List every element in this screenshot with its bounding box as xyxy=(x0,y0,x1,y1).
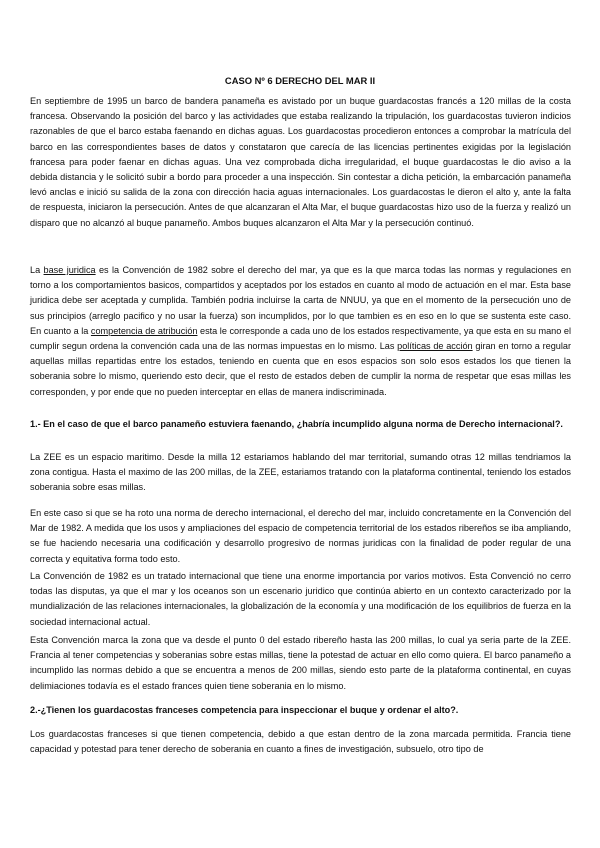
question-2-heading: 2.-¿Tienen los guardacostas franceses competencia para inspeccionar el buque y ordenar el alto?. xyxy=(30,705,459,715)
text-run: giran en torno a regular aquellas millas repartidas entre los estados, teniendo en cuenta que en esos espacios son solo esos estados los que tienen la soberania sobre lo mismo, queriendo esto decir, que el resto de estados deben de cumplir la norma de respetar que esas millas les corresponden, y por ende que no pueden interceptar en ellas de manera indiscriminada. xyxy=(30,341,571,397)
text-run: La xyxy=(30,265,44,275)
answer-paragraph-zee: La ZEE es un espacio maritimo. Desde la milla 12 estariamos hablando del mar territorial, sumando otras 12 millas tendriamos la zona contigua. Hasta el maximo de las 200 millas, de la ZEE, estariamos tratando con la plataforma continental, teniendo los estados soberania sobre esas millas. xyxy=(30,452,571,493)
text-run: esta le corresponde a cada uno de los estados respectivamente, ya que esta en su mano el cumplir segun ordena la convención cada una de las normas impuestas en lo mismo. Las xyxy=(30,325,571,352)
case-statement-paragraph: En septiembre de 1995 un barco de bandera panameña es avistado por un buque guardacostas francés a 120 millas de la costa francesa. Observando la posición del barco y las actividades que estaba realizando la tripulación, los guardacostas tuvieron indicios razonables de que el barco estaba faenando en dichas aguas. Los guardacostas procedieron entonces a comprobar la matrícula del barco en las correspondientes bases de datos y constataron que carecía de las licencias pertinentes exigidas por la legislación francesa para poder faenar en dichas aguas. Una vez comprobada dicha irregularidad, el buque guardacostas le dio aviso a la debida distancia y le solicitó subir a bordo para proceder a una inspección. Sin contestar a dicha petición, la embarcación panameña levó anclas e inició su salida de la zona con dirección hacia aguas internacionales. Los guardacostas le dieron el alto y, ante la falta de respuesta, iniciaron la persecución. Antes de que alcanzaran el Alta Mar, el buque guardacostas hizo uso de la fuerza y realizó un disparo que no alcanzó al buque panameño. Ambos buques alcanzaron el Alta Mar y la persecución continuó. xyxy=(30,96,571,228)
document-title: CASO Nº 6 DERECHO DEL MAR II xyxy=(224,75,376,86)
question-1-heading: 1.- En el caso de que el barco panameño estuviera faenando, ¿habría incumplido alguna norma de Derecho internacional?. xyxy=(30,419,563,429)
underlined-term-competencia: competencia de atribución xyxy=(90,325,198,336)
answer-paragraph-norma: En este caso si que se ha roto una norma de derecho internacional, el derecho del mar, incluido concretamente en la Convención del Mar de 1982. A medida que los usos y ampliaciones del espacio de competencia territorial de los estados ribereños se iba ampliando, se fue haciendo necesaria una codificación y desarrollo progresivo de normas juridicas con la finalidad de poder regular de una correcta y equitativa forma todo esto. xyxy=(30,508,571,564)
legal-basis-paragraph xyxy=(30,263,571,400)
underlined-term-base-juridica: base juridica xyxy=(43,265,96,275)
answer-paragraph-competencia: Los guardacostas franceses si que tienen competencia, debido a que estan dentro de la zona marcada permitida. Francia tiene capacidad y potestad para tener derecho de soberania en cuanto a fines de investigación, subsuelo, otro tipo de xyxy=(30,729,571,755)
answer-paragraph-convencion: La Convención de 1982 es un tratado internacional que tiene una enorme importancia por varios motivos. Esta Convenció no cerro todas las disputas, ya que el mar y los oceanos son un escenario juridico que continúa abierto en un contexto caracterizado por la mundialización de las relaciones internacionales, la globalización de la economía y una modificación de los equilibrios de fuerza en la sociedad internacional actual. xyxy=(30,571,571,627)
text-run: es la Convención de 1982 sobre el derecho del mar, ya que es la que marca todas las normas y regulaciones en torno a los comportamientos basicos, compartidos y aceptados por los estados en cuanto al modo de actuación en el mar. Esta base juridica debe ser aceptada y cumplida. También podria incluirse la carta de NNUU, ya que en el momento de la persecución uno de sus principios (arreglo pacifico y no usar la fuerza) son incumplidos, por lo que tambien es en eso en lo que se sustenta este caso. En cuanto a la xyxy=(30,265,572,336)
answer-paragraph-zona: Esta Convención marca la zona que va desde el punto 0 del estado ribereño hasta las 200 millas, lo cual ya seria parte de la ZEE. Francia al tener competencias y soberanias sobre estas millas, tiene la potestad de actuar en ello como quiera. El barco panameño a incumplido las normas debido a que se encuentra a menos de 200 millas, siendo esto parte de la plataforma continental, en cuyas delimiaciones todavía es el estado frances quien tiene soberania en lo mismo. xyxy=(30,635,571,691)
underlined-term-politicas: políticas de acción xyxy=(397,341,473,352)
